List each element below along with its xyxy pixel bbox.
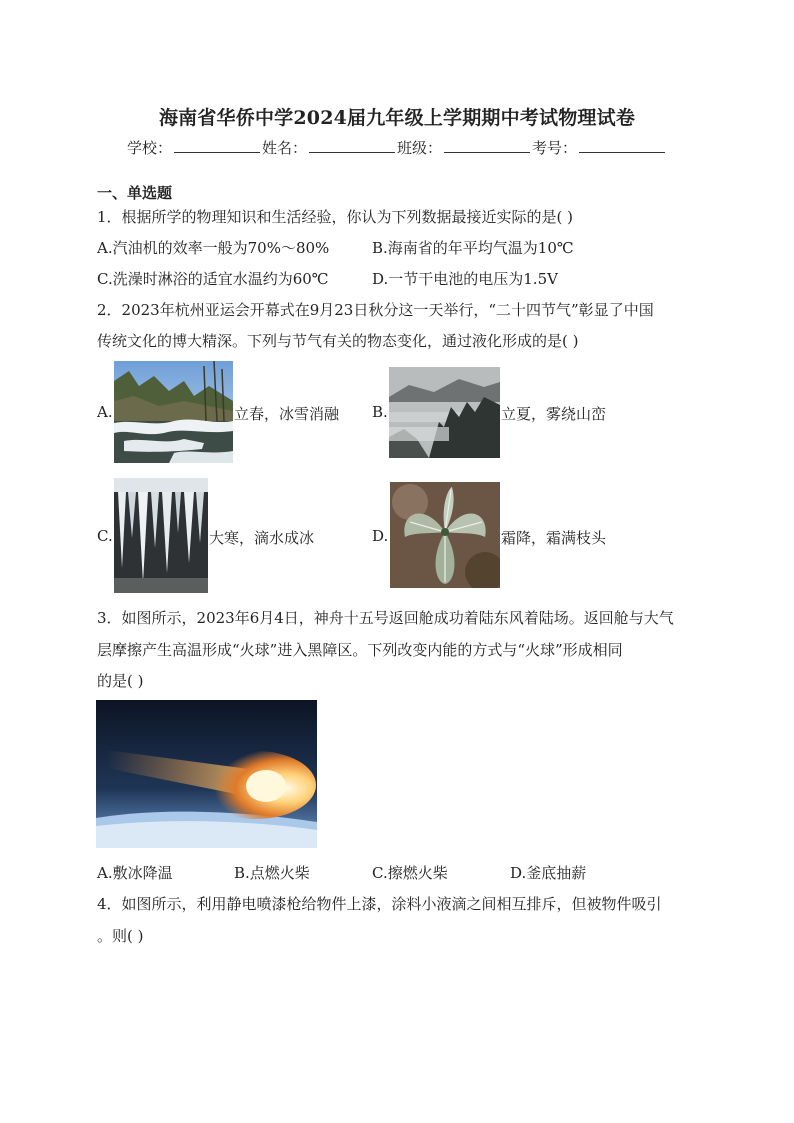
q2-stem-line1: 2．2023年杭州亚运会开幕式在9月23日秋分这一天举行，“二十四节气”彰显了中国: [97, 301, 654, 319]
name-label: 姓名：: [261, 139, 307, 157]
q2-option-b-text: 立夏，雾绕山峦: [501, 405, 607, 423]
name-blank[interactable]: [309, 138, 395, 153]
q1-option-d[interactable]: D.一节干电池的电压为1.5V: [372, 270, 558, 288]
icicles-image: [114, 478, 208, 593]
q2-option-d-text: 霜降，霜满枝头: [501, 529, 607, 547]
q2-option-c-letter[interactable]: C.: [97, 527, 113, 545]
page-title: 海南省华侨中学2024届九年级上学期期中考试物理试卷: [158, 107, 636, 129]
q1-option-b[interactable]: B.海南省的年平均气温为10℃: [372, 239, 574, 257]
melting-snow-river-image: [114, 361, 233, 463]
school-label: 学校：: [126, 139, 172, 157]
reentry-capsule-fireball-image: [96, 700, 317, 848]
q3-stem-line2: 层摩擦产生高温形成“火球”进入黑障区。下列改变内能的方式与“火球”形成相同: [97, 641, 623, 659]
section-heading: 一、单选题: [97, 184, 173, 202]
q3-option-b[interactable]: B.点燃火柴: [234, 864, 310, 882]
frosted-leaves-image: [390, 482, 500, 588]
q2-option-a-text: 立春，冰雪消融: [234, 405, 340, 423]
q3-option-c[interactable]: C.擦燃火柴: [372, 864, 448, 882]
class-label: 班级：: [397, 139, 443, 157]
number-blank[interactable]: [579, 138, 665, 153]
q1-option-a[interactable]: A.汽油机的效率一般为70%～80%: [97, 239, 330, 257]
q3-option-a[interactable]: A.敷冰降温: [97, 864, 173, 882]
q2-stem-line2: 传统文化的博大精深。下列与节气有关的物态变化，通过液化形成的是( ): [97, 332, 579, 350]
q3-stem-line3: 的是( ): [97, 672, 144, 690]
class-blank[interactable]: [444, 138, 530, 153]
q1-option-c[interactable]: C.洗澡时淋浴的适宜水温约为60℃: [97, 270, 329, 288]
school-blank[interactable]: [174, 138, 260, 153]
q4-stem-line1: 4．如图所示，利用静电喷漆枪给物件上漆，涂料小液滴之间相互排斥，但被物件吸引: [97, 895, 662, 913]
student-info-row: [0, 137, 794, 158]
q2-option-d-letter[interactable]: D.: [372, 527, 389, 545]
q2-option-b-letter[interactable]: B.: [372, 403, 388, 421]
number-label: 考号：: [532, 139, 578, 157]
q1-stem: 1．根据所学的物理知识和生活经验，你认为下列数据最接近实际的是( ): [97, 208, 574, 226]
q2-option-c-text: 大寒，滴水成冰: [209, 529, 315, 547]
q4-stem-line2: 。则( ): [97, 927, 144, 945]
q3-option-d[interactable]: D.釜底抽薪: [510, 864, 587, 882]
foggy-mountain-image: [389, 367, 500, 458]
q2-option-a-letter[interactable]: A.: [97, 403, 113, 421]
q3-stem-line1: 3．如图所示，2023年6月4日，神舟十五号返回舱成功着陆东风着陆场。返回舱与大气: [97, 609, 674, 627]
